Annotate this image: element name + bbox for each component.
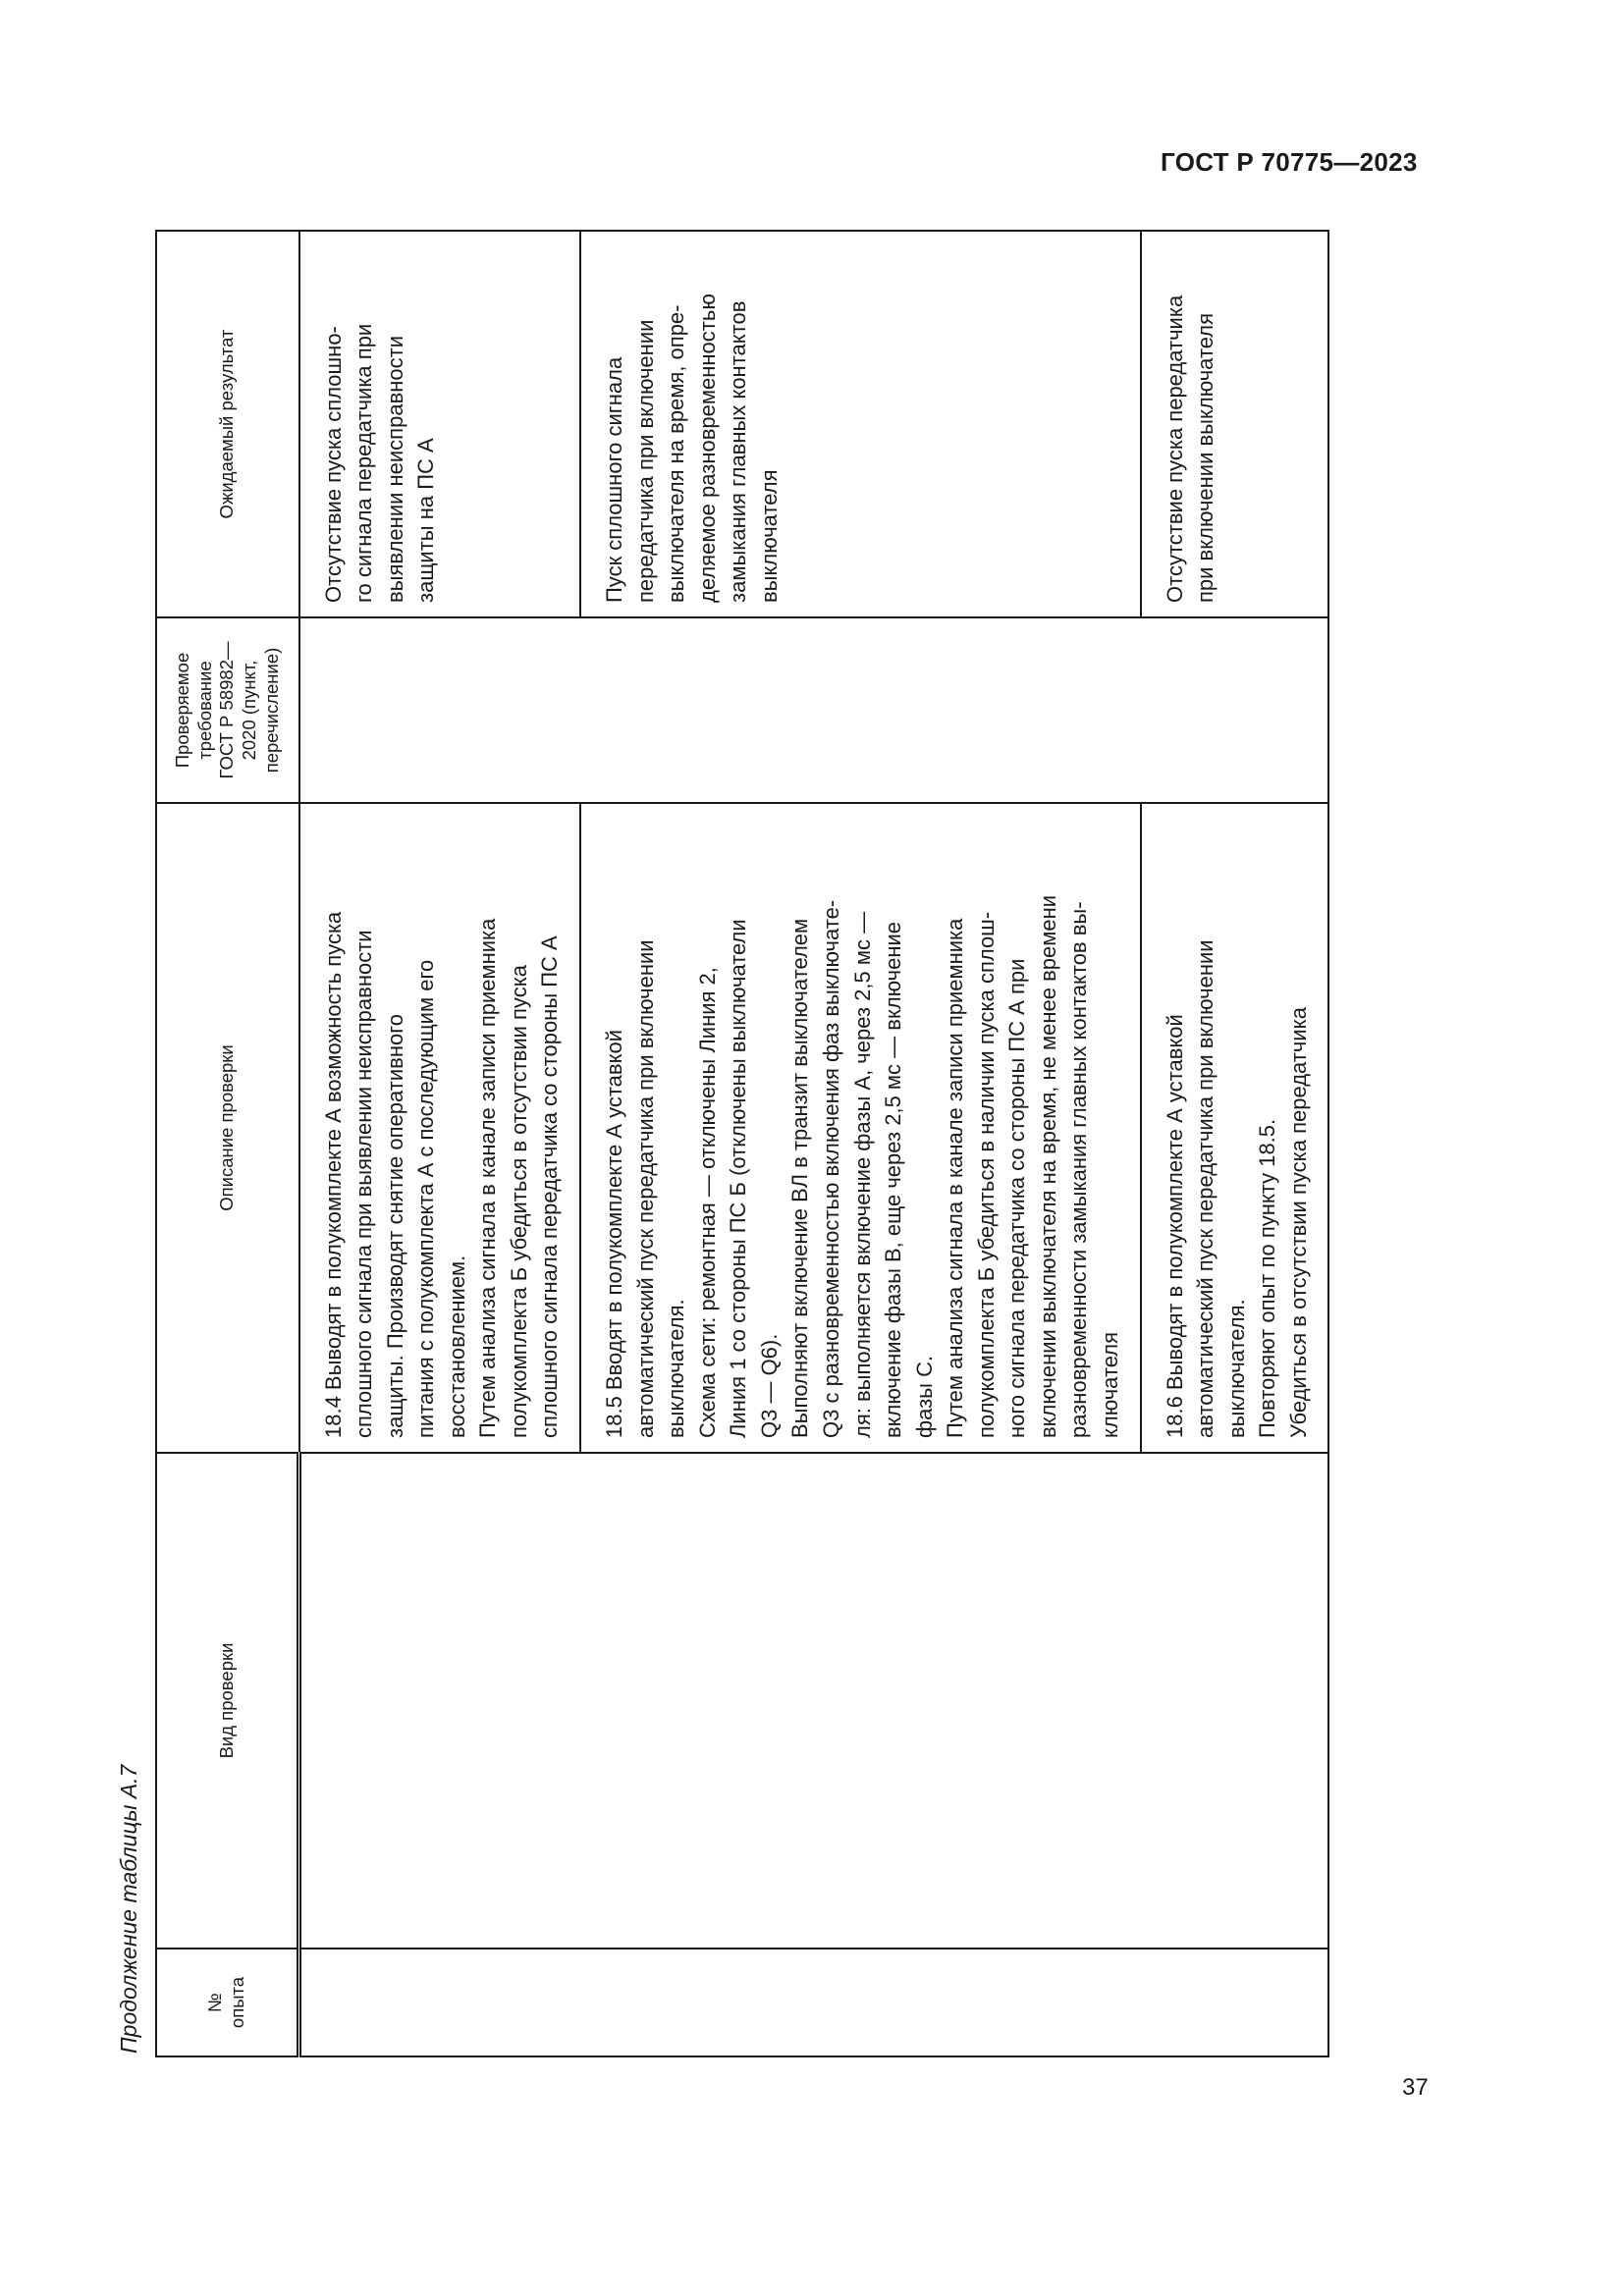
description-line: Линия 1 со стороны ПС Б (отключены выключатели bbox=[726, 919, 751, 1438]
cell-description bbox=[1141, 803, 1329, 1453]
cell-expected bbox=[299, 231, 581, 617]
description-line: 18.6 Выводят в полукомплекте А уставкой bbox=[1162, 1014, 1187, 1438]
table-caption: Продолжение таблицы А.7 bbox=[116, 1764, 141, 2054]
description-line: Q3 — Q6). bbox=[756, 1333, 782, 1438]
cell-expected bbox=[1141, 231, 1329, 617]
description-line: Схема сети: ремонтная — отключены Линия 2, bbox=[694, 967, 720, 1438]
description-line: ля: выполняется включение фазы А, через 2,5 мс — bbox=[849, 911, 875, 1438]
description-line: Повторяют опыт по пункту 18.5. bbox=[1255, 1118, 1280, 1438]
standard-code: ГОСТ Р 70775—2023 bbox=[1161, 147, 1418, 177]
description-line: Путем анализа сигнала в канале записи приемника bbox=[475, 918, 501, 1438]
rotated-table-area bbox=[116, 232, 1311, 2057]
cell-check-type bbox=[299, 1453, 1329, 1949]
expected-line: выключателя bbox=[756, 469, 782, 603]
description-line: полукомплекта Б убедиться в отсутствии пуска bbox=[506, 964, 531, 1438]
description-line: Путем анализа сигнала в канале записи приемника bbox=[943, 918, 968, 1438]
description-line: фазы С. bbox=[911, 1355, 937, 1438]
description-line: ключателя bbox=[1098, 1331, 1122, 1438]
description-line: 18.5 Вводят в полукомплекте А уставкой bbox=[602, 1030, 626, 1438]
page-number: 37 bbox=[1402, 2074, 1429, 2101]
test-table bbox=[155, 230, 1329, 2057]
header-number: № опыта bbox=[156, 1949, 299, 2056]
description-line: включении выключателя на время, не менее времени bbox=[1035, 894, 1060, 1438]
description-line: питания с полукомплекта А с последующим его bbox=[413, 959, 439, 1438]
description-line: разновременности замыкания главных контактов вы- bbox=[1066, 901, 1092, 1438]
description-line: защиты. Производят снятие оперативного bbox=[382, 1014, 407, 1438]
description-line: выключателя. bbox=[1223, 1299, 1249, 1438]
table-header-row bbox=[156, 231, 299, 2056]
expected-line: Отсутствие пуска передатчика bbox=[1162, 294, 1187, 603]
header-description: Описание проверки bbox=[156, 803, 299, 1453]
header-requirement: Проверяемое требование ГОСТ Р 58982— 2020 (пункт, перечисление) bbox=[156, 617, 299, 803]
expected-line: защиты на ПС А bbox=[413, 438, 439, 603]
table-row bbox=[299, 231, 581, 2056]
description-line: ного сигнала передатчика со стороны ПС А при bbox=[1004, 958, 1030, 1438]
description-line: 18.4 Выводят в полукомплекте А возможность пуска bbox=[320, 911, 346, 1438]
cell-description bbox=[580, 803, 1141, 1453]
description-line: сплошного сигнала передатчика со стороны ПС А bbox=[537, 935, 563, 1438]
description-line: выключателя. bbox=[664, 1299, 689, 1438]
description-line: автоматический пуск передатчика при включении bbox=[632, 939, 658, 1438]
description-line: сплошного сигнала при выявлении неисправности bbox=[352, 930, 377, 1438]
cell-requirement bbox=[299, 617, 1329, 803]
description-line: Q3 с разновременностью включения фаз выключате- bbox=[818, 899, 843, 1438]
header-check-type: Вид проверки bbox=[156, 1453, 299, 1949]
cell-description bbox=[299, 803, 581, 1453]
description-line: восстановлением. bbox=[444, 1255, 469, 1438]
description-line: включение фазы В, еще через 2,5 мс — включение bbox=[881, 921, 906, 1438]
expected-line: го сигнала передатчика при bbox=[352, 323, 377, 603]
expected-line: Отсутствие пуска сплошно- bbox=[320, 326, 346, 603]
expected-line: Пуск сплошного сигнала bbox=[602, 356, 626, 603]
description-line: Убедиться в отсутствии пуска передатчика bbox=[1285, 1007, 1311, 1438]
expected-line: при включении выключателя bbox=[1193, 312, 1218, 603]
header-expected: Ожидаемый результат bbox=[156, 231, 299, 617]
description-line: автоматический пуск передатчика при включении bbox=[1193, 939, 1218, 1438]
expected-line: замыкания главных контактов bbox=[726, 300, 751, 603]
description-line: Выполняют включение ВЛ в транзит выключателем bbox=[787, 918, 813, 1438]
expected-line: деляемое разновременностью bbox=[694, 294, 720, 603]
cell-expected bbox=[580, 231, 1141, 617]
expected-line: передатчика при включении bbox=[632, 319, 658, 603]
description-line: полукомплекта Б убедиться в наличии пуска сплош- bbox=[973, 911, 999, 1438]
cell-number bbox=[299, 1949, 1329, 2056]
expected-line: выключателя на время, опре- bbox=[664, 304, 689, 603]
expected-line: выявлении неисправности bbox=[382, 335, 407, 603]
